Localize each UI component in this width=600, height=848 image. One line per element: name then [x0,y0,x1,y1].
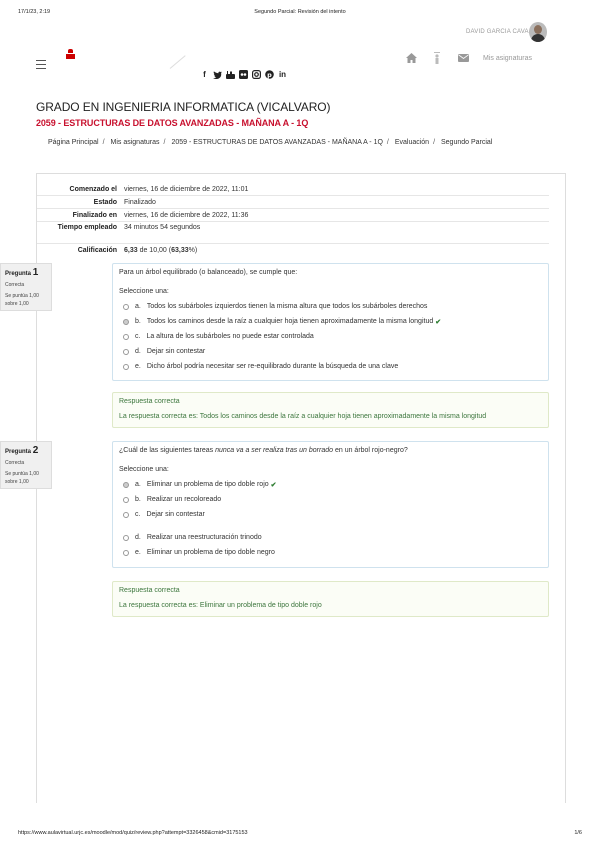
option-text: La altura de los subárboles no puede estar controlada [146,333,314,340]
option-text: Realizar un recoloreado [146,496,222,503]
course-subtitle: 2059 - ESTRUCTURAS DE DATOS AVANZADAS - MAÑANA A - 1Q [36,118,309,128]
breadcrumb-segundo-parcial[interactable]: Segundo Parcial [440,139,493,146]
radio-button[interactable] [123,535,129,541]
answer-option[interactable] [119,507,542,522]
feedback-box [112,581,549,617]
mis-asignaturas-link[interactable]: Mis asignaturas [483,54,533,62]
urjc-logo[interactable] [66,49,75,60]
feedback-box [112,392,549,428]
answer-option[interactable] [119,314,542,329]
breadcrumb-mis-asignaturas[interactable]: Mis asignaturas [110,139,160,146]
answer-option[interactable] [119,299,542,314]
table-row [37,196,549,209]
breadcrumb-evaluacion[interactable]: Evaluación [394,139,430,146]
option-letter: d. [135,534,141,541]
question-info [0,263,52,311]
option-text: Eliminar un problema de tipo doble negro [146,549,275,556]
print-footer [18,830,582,840]
breadcrumb-course[interactable]: 2059 - ESTRUCTURAS DE DATOS AVANZADAS - MAÑANA A - 1Q [171,139,383,146]
option-text: Dicho árbol podría necesitar ser re-equilibrado durante la búsqueda de una clave [146,363,399,370]
page-title: GRADO EN INGENIERIA INFORMATICA (VICALVARO) [36,100,331,114]
question-label: Pregunta [5,271,32,277]
table-row [37,222,549,244]
question-grade: Se puntúa 1,00 sobre 1,00 [5,293,39,307]
radio-button[interactable] [123,550,129,556]
summary-value: viernes, 16 de diciembre de 2022, 11:36 [124,211,249,219]
option-letter: a. [135,481,141,488]
feedback-title: Respuesta correcta [119,587,180,594]
print-page-number: 1/6 [574,830,582,836]
option-text: Todos los subárboles izquierdos tienen la misma altura que todos los subárboles derechos [146,303,428,310]
radio-button[interactable] [123,364,129,370]
option-letter: b. [135,318,141,325]
radio-button[interactable] [123,304,129,310]
option-letter: a. [135,303,141,310]
answer-option[interactable] [119,359,542,374]
question-number: 1 [32,267,39,278]
flickr-icon[interactable] [239,70,248,79]
grade-value [120,247,549,254]
top-navigation [405,52,532,64]
attempt-summary [37,183,549,257]
grade-end: %) [188,247,198,254]
answer-option[interactable] [119,344,542,359]
facebook-icon[interactable]: f [203,70,206,79]
option-text: Dejar sin contestar [146,348,206,355]
answer-option[interactable] [119,530,542,545]
question-text: ¿Cuál de las siguientes tareas nunca va a ser realiza tras un borrado en un árbol rojo-negro? [119,447,408,454]
svg-text:p: p [267,70,272,79]
question-info [0,441,52,489]
teacher-icon[interactable] [431,52,443,64]
question-grade: Se puntúa 1,00 sobre 1,00 [5,471,39,485]
summary-value: 34 minutos 54 segundos [124,224,201,231]
instagram-icon[interactable] [252,70,261,79]
question-state: Correcta [5,282,25,288]
summary-label: Calificación [77,247,117,254]
option-letter: c. [135,511,141,518]
breadcrumb: Página Principal / Mis asignaturas / 2059 - ESTRUCTURAS DE DATOS AVANZADAS - MAÑANA A - 1Q / Evaluación / Segundo Parcial [48,139,493,146]
divider [170,55,186,69]
mail-icon[interactable] [457,52,469,64]
feedback-text: La respuesta correcta es: Eliminar un problema de tipo doble rojo [119,602,322,609]
social-links [200,70,287,79]
breadcrumb-home[interactable]: Página Principal [48,139,99,146]
twitter-icon[interactable] [213,70,222,79]
question-box [112,263,549,381]
option-letter: e. [135,363,141,370]
option-letter: c. [135,333,141,340]
option-letter: d. [135,348,141,355]
check-icon: ✔ [435,318,442,326]
print-datetime: 17/1/23, 2:19 [18,9,51,15]
pinterest-icon[interactable] [265,70,274,79]
table-row [37,183,549,196]
summary-value: viernes, 16 de diciembre de 2022, 11:01 [124,185,249,193]
print-url: https://www.aulavirtual.urjc.es/moodle/mod/quiz/review.php?attempt=3326458&cmid=3175153 [18,830,248,836]
summary-label: Finalizado en [72,211,117,219]
radio-button[interactable] [123,512,129,518]
print-header [18,9,582,19]
option-text: Dejar sin contestar [146,511,205,518]
option-letter: e. [135,549,141,556]
answer-option[interactable] [119,492,542,507]
grade-percent: 63,33 [171,247,189,254]
home-icon[interactable] [405,52,417,64]
option-text: Eliminar un problema de tipo doble rojo [146,481,269,488]
linkedin-icon[interactable]: in [278,70,287,79]
question-state: Correcta [5,460,25,466]
radio-button[interactable] [123,349,129,355]
question-number: 2 [32,445,39,456]
question-box [112,441,549,568]
youtube-icon[interactable] [226,70,235,79]
radio-button[interactable] [123,334,129,340]
menu-icon[interactable] [36,60,46,69]
summary-label: Estado [93,198,117,206]
radio-button[interactable] [123,319,129,325]
radio-button[interactable] [123,497,129,503]
option-letter: b. [135,496,141,503]
table-row [37,209,549,222]
question-prompt: Seleccione una: [119,288,169,295]
table-row [37,244,549,257]
radio-button[interactable] [123,482,129,488]
summary-value: Finalizado [124,198,156,206]
option-text: Todos los caminos desde la raíz a cualquier hoja tienen aproximadamente la misma longitud [146,318,434,325]
question-label: Pregunta [5,449,32,455]
avatar[interactable] [529,22,547,42]
feedback-title: Respuesta correcta [119,398,180,405]
grade-mid: de 10,00 ( [137,247,172,254]
answer-option[interactable] [119,477,542,492]
check-icon: ✔ [270,481,277,489]
feedback-text: La respuesta correcta es: Todos los caminos desde la raíz a cualquier hoja tienen aproximadamente la misma longitud [119,413,487,420]
summary-label: Comenzado el [69,185,117,193]
user-name[interactable]: DAVID GARCIA CAVA [466,29,529,35]
print-title: Segundo Parcial: Revisión del intento [254,9,346,15]
answer-option[interactable] [119,545,542,560]
summary-label: Tiempo empleado [57,224,117,231]
question-prompt: Seleccione una: [119,466,169,473]
answer-option[interactable] [119,329,542,344]
question-text: Para un árbol equilibrado (o balanceado), se cumple que: [119,269,298,276]
option-text: Realizar una reestructuración trinodo [146,534,262,541]
grade-score: 6,33 [124,247,138,254]
